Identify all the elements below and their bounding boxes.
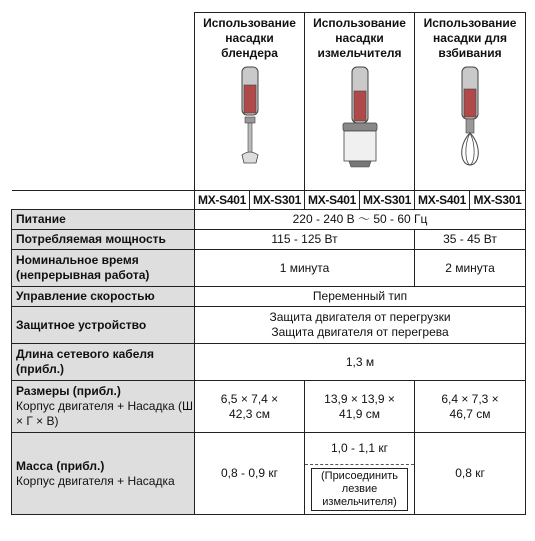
header-blender-title: Использование насадки блендера <box>203 16 296 60</box>
header-chopper <box>305 13 415 191</box>
weight-chopper <box>305 433 415 515</box>
whisk-icon <box>450 65 490 170</box>
weight-whisk: 0,8 кг <box>415 433 526 515</box>
header-chopper-title: Использование насадки измельчителя <box>313 16 406 60</box>
protection-line-1: Защита двигателя от перегрузки <box>269 310 451 324</box>
header-whisk <box>415 13 526 191</box>
model-label: MX-S301 <box>470 191 526 210</box>
model-label: MX-S301 <box>360 191 415 210</box>
weight-subtitle: Корпус двигателя + Насадка <box>16 473 175 488</box>
model-label: MX-S301 <box>250 191 305 210</box>
dimensions-whisk: 6,4 × 7,3 × 46,7 см <box>415 381 526 433</box>
chopper-icon <box>335 65 385 170</box>
dimensions-subtitle: Корпус двигателя + Насадка (Ш × Г × В) <box>16 399 193 428</box>
empty-model-label <box>12 191 195 210</box>
protection-label: Защитное устройство <box>12 307 195 344</box>
power-consumption-blender-chopper: 115 - 125 Вт <box>195 230 415 250</box>
dimensions-title: Размеры (прибл.) <box>16 384 121 398</box>
model-label: MX-S401 <box>305 191 360 210</box>
hand-blender-icon <box>230 65 270 170</box>
power-consumption-label: Потребляемая мощность <box>12 230 195 250</box>
weight-chopper-note: (Присоединить лезвие измельчителя) <box>311 468 408 511</box>
header-whisk-title: Использование насадки для взбивания <box>423 16 517 60</box>
weight-label <box>12 433 195 515</box>
rated-time-whisk: 2 минута <box>415 250 526 287</box>
model-label: MX-S401 <box>195 191 250 210</box>
protection-line-2: Защита двигателя от перегрева <box>271 325 449 339</box>
model-label: MX-S401 <box>415 191 470 210</box>
speed-control-value: Переменный тип <box>195 287 526 307</box>
weight-chopper-value: 1,0 - 1,1 кг <box>305 433 414 465</box>
weight-title: Масса (прибл.) <box>16 458 105 473</box>
protection-value <box>195 307 526 344</box>
power-consumption-whisk: 35 - 45 Вт <box>415 230 526 250</box>
cord-length-label: Длина сетевого кабеля (прибл.) <box>12 344 195 381</box>
empty-corner <box>12 13 195 191</box>
dimensions-label <box>12 381 195 433</box>
power-supply-label: Питание <box>12 210 195 230</box>
cord-length-value: 1,3 м <box>195 344 526 381</box>
specifications-table <box>11 12 526 515</box>
rated-time-label: Номинальное время (непрерывная работа) <box>12 250 195 287</box>
rated-time-blender-chopper: 1 минута <box>195 250 415 287</box>
header-blender <box>195 13 305 191</box>
dimensions-blender: 6,5 × 7,4 × 42,3 см <box>195 381 305 433</box>
weight-blender: 0,8 - 0,9 кг <box>195 433 305 515</box>
dimensions-chopper: 13,9 × 13,9 × 41,9 см <box>305 381 415 433</box>
power-supply-value: 220 - 240 В ～ 50 - 60 Гц <box>195 210 526 230</box>
speed-control-label: Управление скоростью <box>12 287 195 307</box>
